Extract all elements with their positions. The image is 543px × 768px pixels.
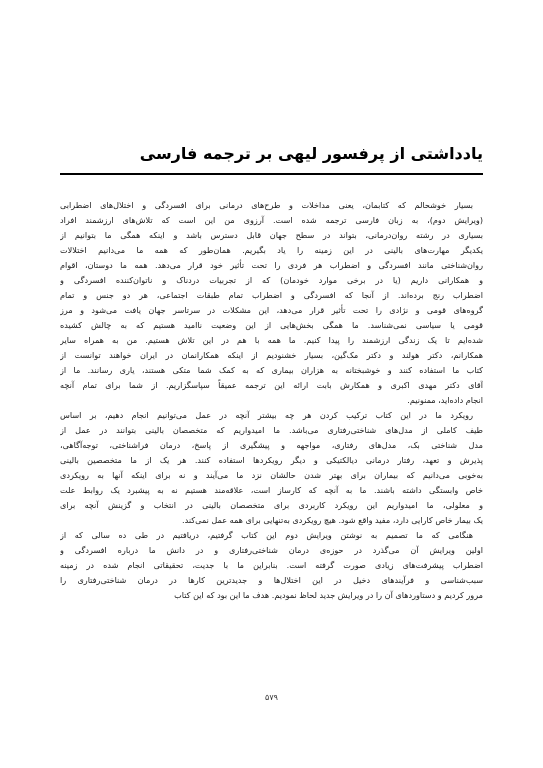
body-text bbox=[60, 198, 483, 603]
text-line: هنگامی که ما تصمیم به نوشتن ویرایش دوم این کتاب گرفتیم، دریافتیم در طی ده سالی که از bbox=[60, 530, 473, 540]
paragraph bbox=[60, 408, 483, 528]
text-line: یک بیمار خاص کارایی دارد، مفید واقع شود. هیچ رویکردی به‌تنهایی برای همه عمل نمی‌کند. bbox=[182, 515, 483, 525]
text-line: یکدیگر مهارت‌های بالینی در این زمینه را یاد بگیریم. همان‌طور که همه ما می‌دانیم اختلالات bbox=[60, 245, 483, 255]
text-line: خاص وابستگی داشته باشند. ما به آنچه که کارساز است، علاقه‌مند هستیم نه به پیشبرد یک روابط علت bbox=[60, 485, 483, 495]
text-line: آقای دکتر مهدی اکبری و همکارش بابت ارائه این ترجمه عمیقاً سپاسگزاریم. از شما برای تمام آنچه bbox=[60, 380, 483, 390]
text-line: کتاب ما استفاده کنند و خوشبختانه به هزاران بیماری که به کمک شما متکی هستند، یاری رسانند. ما از bbox=[60, 365, 483, 375]
text-line: پذیرش و تعهد، رفتار درمانی دیالکتیکی و دیگر رویکردها استفاده کنند. هر یک از ما متخصصین بالینی bbox=[60, 455, 483, 465]
page-number: ۵۷۹ bbox=[265, 693, 278, 702]
text-line: روان‌شناختی مانند افسردگی و اضطراب هر فردی را تحت تأثیر خود قرار می‌دهد. همه ما دوستان، اقوام bbox=[60, 260, 483, 270]
text-line: و همکارانی داریم (یا در برخی موارد خودمان) که از تجربیات دردناک و ناتوان‌کننده افسردگی و bbox=[60, 275, 483, 285]
text-line: مدل شناختی بک، مدل‌های رفتاری، مواجهه و پیشگیری از پاسخ، درمان فراشناختی، توجه‌آگاهی، bbox=[60, 440, 483, 450]
text-line: سبب‌شناسی و فرآیندهای دخیل در این اختلال‌ها و جدیدترین کارها در درمان شناختی‌رفتاری را bbox=[60, 575, 483, 585]
text-line: طیف کاملی از مدل‌های شناختی‌رفتاری می‌باشد. ما امیدواریم که متخصصان بالینی بتوانند در عمل از bbox=[60, 425, 483, 435]
paragraph bbox=[60, 528, 483, 603]
text-line: شده‌ایم تا یک زندگی ارزشمند را پیدا کنیم. ما همه با هم در این تلاش هستیم. من به همراه سایر bbox=[60, 335, 483, 345]
text-line: همکارانم، دکتر هولند و دکتر مک‌گین، بسیار خشنودیم از اینکه همکارانمان در ایران خواهند توانست از bbox=[60, 350, 483, 360]
text-line: مرور کردیم و دستاوردهای آن را در ویرایش جدید لحاظ نمودیم. هدف ما این بود که این کتاب bbox=[174, 590, 483, 600]
title-rule bbox=[60, 173, 483, 175]
text-line: اولین ویرایش آن می‌گذرد در حوزه‌ی درمان شناختی‌رفتاری و در دانش ما درباره افسردگی و bbox=[60, 545, 483, 555]
text-line: و معلولی، ما امیدواریم این رویکرد کاربردی برای متخصصان بالینی در انتخاب و گزینش آنچه برای bbox=[60, 500, 483, 510]
text-line: بسیار خوشحالم که کتابمان، یعنی مداخلات و طرح‌های درمانی برای افسردگی و اختلال‌های اضطرابی bbox=[60, 200, 473, 210]
text-line: گروه‌های قومی و نژادی را تحت تأثیر قرار می‌دهد، این مشکلات در سرتاسر جهان یافت می‌شود و مرز bbox=[60, 305, 483, 315]
text-line: اضطراب رنج برده‌اند. از آنجا که افسردگی و اضطراب تمام طبقات اجتماعی، هر دو جنس و تمام bbox=[60, 290, 483, 300]
text-line: بسیاری در رشته روان‌درمانی، بتواند در سطح جهان قابل دسترس باشد و اینکه همگی ما بتوانیم از bbox=[60, 230, 483, 240]
paragraph bbox=[60, 198, 483, 408]
text-line: قومی یا سیاسی نمی‌شناسد. ما همگی بخش‌هایی از این وضعیت ناامید هستیم که به چالش کشیده bbox=[60, 320, 483, 330]
text-line: به‌خوبی می‌دانیم که بیماران برای بهتر شدن حالشان نزد ما می‌آیند و نه برای اینکه آنها به رویکردی bbox=[60, 470, 483, 480]
text-line: (ویرایش دوم)، به زبان فارسی ترجمه شده است. آرزوی من این است که تلاش‌های ارزشمند افراد bbox=[60, 215, 483, 225]
page-title: یادداشتی از پرفسور لیهی بر ترجمه فارسی bbox=[139, 144, 483, 163]
text-line: انجام داده‌اید، ممنونیم. bbox=[407, 395, 483, 405]
text-line: اضطراب پیشرفت‌های زیادی صورت گرفته است. بنابراین ما با جدیت، تحقیقاتی انجام شده در زمینه bbox=[60, 560, 483, 570]
text-line: رویکرد ما در این کتاب ترکیب کردن هر چه بیشتر آنچه در عمل می‌توانیم انجام دهیم، بر اساس bbox=[60, 410, 473, 420]
